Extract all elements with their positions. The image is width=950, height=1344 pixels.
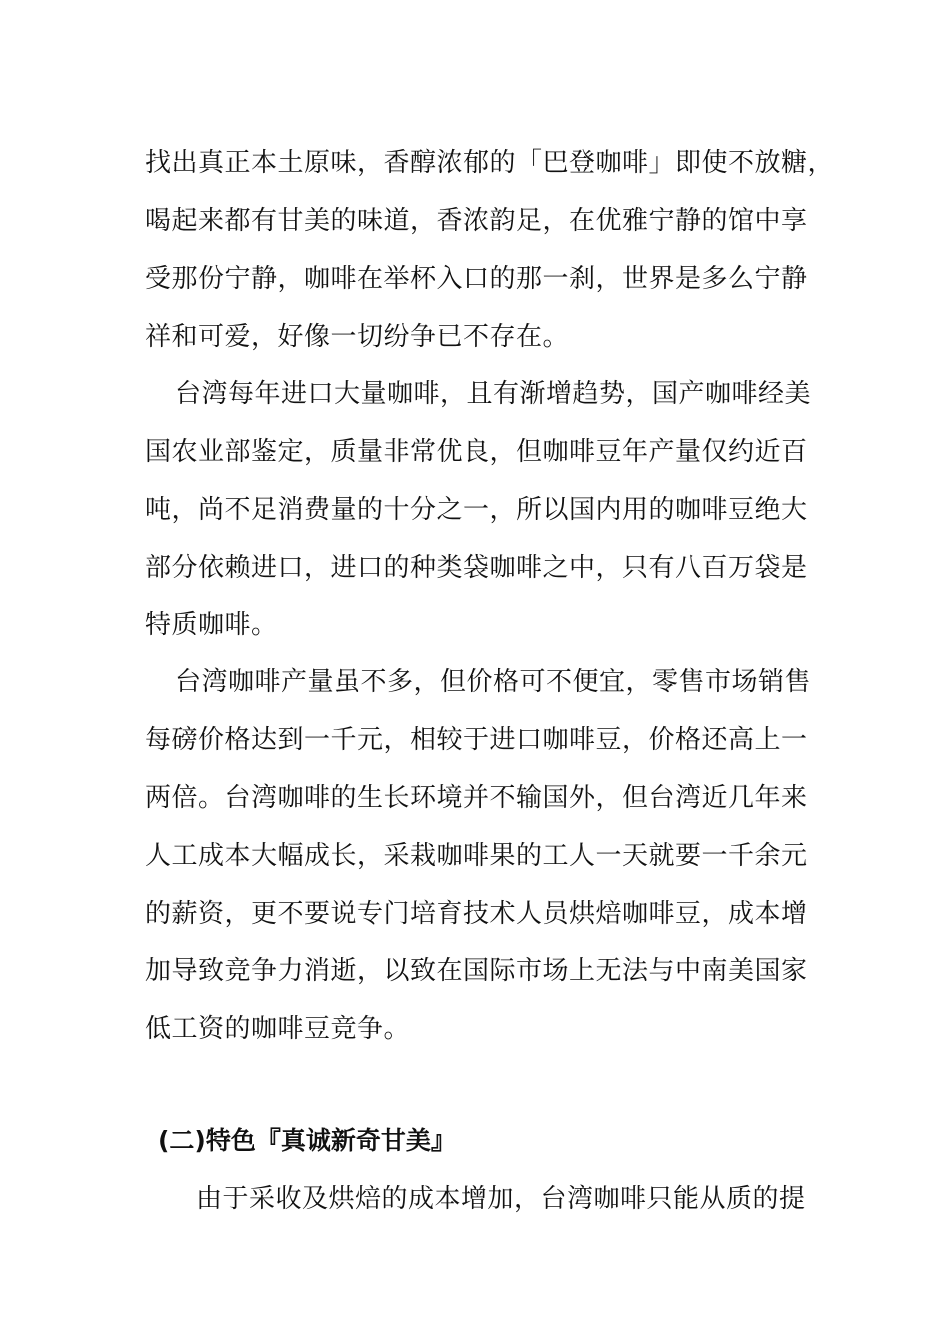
paragraph-1-line-4: 祥和可爱，好像一切纷争已不存在。	[145, 322, 570, 352]
paragraph-1-line-1: 找出真正本土原味，香醇浓郁的「巴登咖啡」即使不放糖，	[145, 148, 835, 178]
paragraph-3-line-5: 的薪资，更不要说专门培育技术人员烘焙咖啡豆，成本增	[145, 899, 808, 929]
paragraph-2-line-3: 吨，尚不足消费量的十分之一，所以国内用的咖啡豆绝大	[145, 495, 808, 525]
paragraph-1-line-3: 受那份宁静，咖啡在举杯入口的那一刹，世界是多么宁静	[145, 264, 808, 294]
paragraph-1-line-2: 喝起来都有甘美的味道，香浓韵足，在优雅宁静的馆中享	[145, 206, 808, 236]
paragraph-3-line-6: 加导致竞争力消逝，以致在国际市场上无法与中南美国家	[145, 956, 808, 986]
paragraph-2-line-2: 国农业部鉴定，质量非常优良，但咖啡豆年产量仅约近百	[145, 437, 808, 467]
section-paragraph-line-1: 由于采收及烘焙的成本增加，台湾咖啡只能从质的提	[196, 1184, 806, 1214]
paragraph-3-line-4: 人工成本大幅成长，采栽咖啡果的工人一天就要一千余元	[145, 841, 808, 871]
paragraph-3-line-3: 两倍。台湾咖啡的生长环境并不输国外，但台湾近几年来	[145, 783, 808, 813]
section-heading: (二)特色『真诚新奇甘美』	[158, 1126, 456, 1155]
paragraph-2-line-1: 台湾每年进口大量咖啡，且有渐增趋势，国产咖啡经美	[175, 379, 812, 409]
paragraph-2-line-4: 部分依赖进口，进口的种类袋咖啡之中，只有八百万袋是	[145, 553, 808, 583]
paragraph-3-line-7: 低工资的咖啡豆竞争。	[145, 1014, 411, 1044]
paragraph-3-line-2: 每磅价格达到一千元，相较于进口咖啡豆，价格还高上一	[145, 725, 808, 755]
paragraph-2-line-5: 特质咖啡。	[145, 610, 278, 640]
paragraph-3-line-1: 台湾咖啡产量虽不多，但价格可不便宜，零售市场销售	[175, 667, 812, 697]
